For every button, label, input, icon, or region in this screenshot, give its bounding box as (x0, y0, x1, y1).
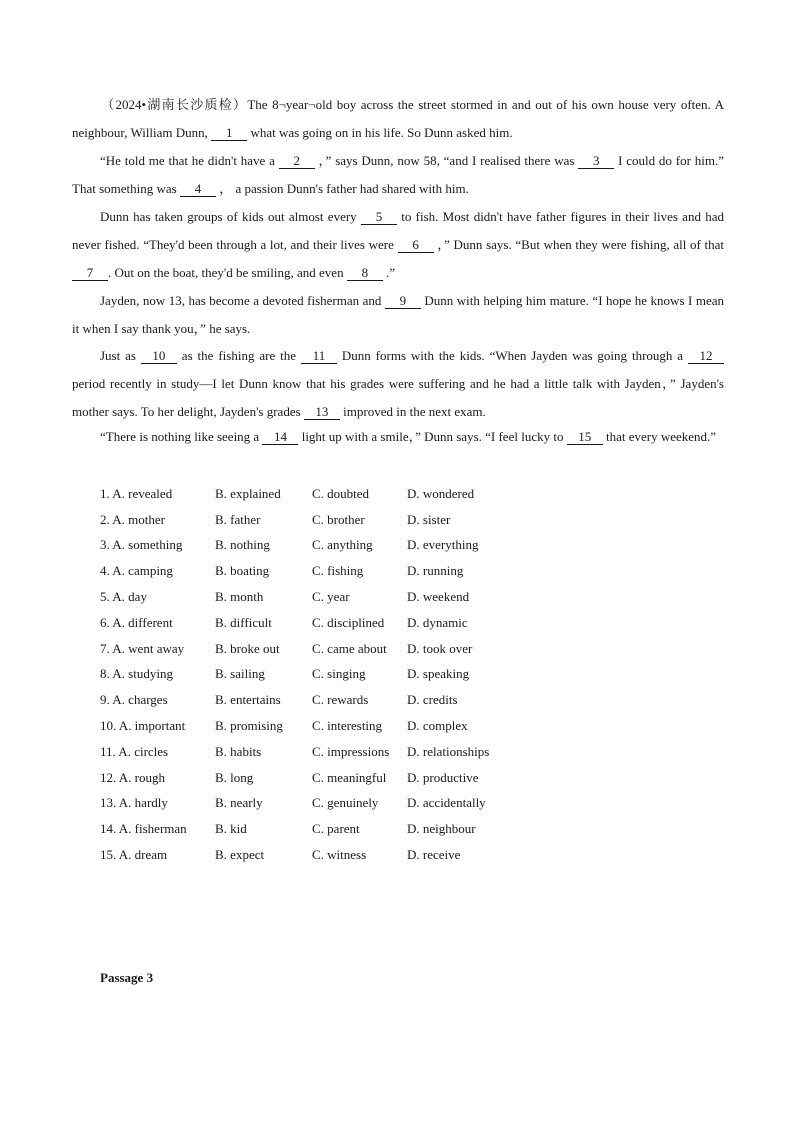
paragraph-6 (72, 423, 724, 451)
option-b: B. explained (215, 485, 281, 501)
option-d: D. receive (407, 847, 461, 863)
option-b: B. nearly (215, 795, 263, 811)
option-row (96, 610, 517, 636)
option-row (96, 558, 517, 584)
option-d: D. neighbour (407, 821, 476, 837)
option-c: C. witness (312, 847, 367, 863)
text-run: as the fishing are the (176, 348, 301, 363)
text-run: that every weekend.” (602, 429, 717, 444)
option-a: 8. A. studying (100, 666, 173, 682)
blank-5: 5 (361, 210, 397, 225)
option-a: 7. A. went away (100, 640, 185, 656)
option-b: B. expect (215, 847, 265, 863)
option-row (96, 533, 517, 559)
option-a: 5. A. day (100, 589, 147, 605)
option-d: D. dynamic (407, 614, 468, 630)
blank-2: 2 (279, 154, 315, 169)
option-c: C. anything (312, 537, 373, 553)
option-row (96, 584, 517, 610)
option-b: B. father (215, 511, 261, 527)
text-run: I could do for him.” That something was (72, 153, 724, 196)
option-d: D. sister (407, 511, 451, 527)
text-run: “He told me that he didn't have a (100, 153, 279, 168)
option-d: D. weekend (407, 589, 470, 605)
option-row (96, 739, 517, 765)
option-c: C. interesting (312, 718, 383, 734)
answer-options (96, 481, 517, 868)
paragraph-1 (72, 91, 724, 147)
option-c: C. disciplined (312, 614, 385, 630)
option-a: 14. A. fisherman (100, 821, 187, 837)
option-a: 9. A. charges (100, 692, 168, 708)
option-row (96, 713, 517, 739)
option-b: B. boating (215, 563, 270, 579)
option-c: C. came about (312, 640, 387, 656)
option-a: 3. A. something (100, 537, 183, 553)
blank-4: 4 (180, 182, 216, 197)
option-c: C. doubted (312, 485, 370, 501)
text-run: .” (382, 265, 396, 280)
option-row (96, 687, 517, 713)
option-b: B. difficult (215, 614, 272, 630)
option-b: B. long (215, 769, 254, 785)
text-run: （2024•湖南长沙质检）The 8¬year¬old boy across the street stormed in and out of his own house very often. A neighbour, William Dunn, (72, 97, 724, 140)
option-d: D. running (407, 563, 464, 579)
option-b: B. kid (215, 821, 247, 837)
option-c: C. year (312, 589, 350, 605)
text-run: Dunn with helping him mature. “I hope he knows I mean it when I say thank you，” he says. (72, 293, 724, 336)
option-a: 4. A. camping (100, 563, 173, 579)
option-b: B. entertains (215, 692, 281, 708)
blank-10: 10 (141, 349, 177, 364)
paragraph-5 (72, 342, 724, 426)
option-c: C. impressions (312, 743, 390, 759)
text-run: improved in the next exam. (339, 404, 486, 419)
option-c: C. meaningful (312, 769, 387, 785)
text-run: Dunn forms with the kids. “When Jayden was going through a (336, 348, 688, 363)
option-a: 6. A. different (100, 614, 173, 630)
text-run: light up with a smile，” Dunn says. “I feel lucky to (298, 429, 567, 444)
option-d: D. took over (407, 640, 473, 656)
option-row (96, 662, 517, 688)
passage-heading: Passage 3 (100, 970, 154, 985)
option-d: D. speaking (407, 666, 470, 682)
blank-14: 14 (262, 430, 298, 445)
option-c: C. parent (312, 821, 360, 837)
option-row (96, 791, 517, 817)
blank-11: 11 (301, 349, 337, 364)
paragraph-2 (72, 147, 724, 203)
blank-12: 12 (688, 349, 724, 364)
text-run: ， a passion Dunn's father had shared with him. (215, 181, 469, 196)
option-d: D. accidentally (407, 795, 486, 811)
option-a: 15. A. dream (100, 847, 168, 863)
option-d: D. everything (407, 537, 479, 553)
option-row (96, 765, 517, 791)
option-b: B. promising (215, 718, 283, 734)
option-a: 12. A. rough (100, 769, 165, 785)
option-d: D. credits (407, 692, 458, 708)
blank-1: 1 (211, 126, 247, 141)
option-row (96, 636, 517, 662)
blank-13: 13 (304, 405, 340, 420)
option-a: 11. A. circles (100, 743, 169, 759)
option-b: B. broke out (215, 640, 280, 656)
option-row (96, 842, 517, 868)
option-a: 13. A. hardly (100, 795, 168, 811)
option-d: D. relationships (407, 743, 490, 759)
text-run: to fish. Most didn't have father figures in their lives and had never fished. “They'd been through a lot, and their lives were (72, 209, 725, 252)
option-c: C. singing (312, 666, 366, 682)
text-run: period recently in study—I let Dunn know that his grades were suffering and he had a little talk with Jayden，” Jayden's mother says. To her delight, Jayden's grades (72, 376, 724, 419)
option-c: C. genuinely (312, 795, 379, 811)
option-d: D. complex (407, 718, 468, 734)
option-d: D. productive (407, 769, 479, 785)
option-c: C. rewards (312, 692, 369, 708)
text-run: “There is nothing like seeing a (100, 429, 263, 444)
option-b: B. sailing (215, 666, 265, 682)
blank-6: 6 (398, 238, 434, 253)
blank-15: 15 (567, 430, 603, 445)
option-c: C. fishing (312, 563, 364, 579)
text-run: Just as (100, 348, 141, 363)
option-d: D. wondered (407, 485, 475, 501)
option-b: B. month (215, 589, 264, 605)
text-run: Jayden, now 13, has become a devoted fisherman and (100, 293, 385, 308)
option-a: 2. A. mother (100, 511, 165, 527)
option-b: B. nothing (215, 537, 270, 553)
option-row (96, 816, 517, 842)
text-run: what was going on in his life. So Dunn asked him. (247, 125, 513, 140)
option-c: C. brother (312, 511, 365, 527)
blank-7: 7 (72, 266, 108, 281)
option-b: B. habits (215, 743, 262, 759)
text-run: ，” Dunn says. “But when they were fishing, all of that (433, 237, 725, 252)
paragraph-4 (72, 287, 724, 343)
option-a: 1. A. revealed (100, 485, 173, 501)
text-run: . Out on the boat, they'd be smiling, and even (108, 265, 347, 280)
blank-8: 8 (347, 266, 383, 281)
text-run: Dunn has taken groups of kids out almost every (100, 209, 361, 224)
option-a: 10. A. important (100, 718, 186, 734)
option-row (96, 507, 517, 533)
option-row (96, 481, 517, 507)
text-run: ，” says Dunn, now 58, “and I realised there was (314, 153, 579, 168)
blank-9: 9 (385, 294, 421, 309)
paragraph-3 (72, 203, 724, 287)
blank-3: 3 (578, 154, 614, 169)
